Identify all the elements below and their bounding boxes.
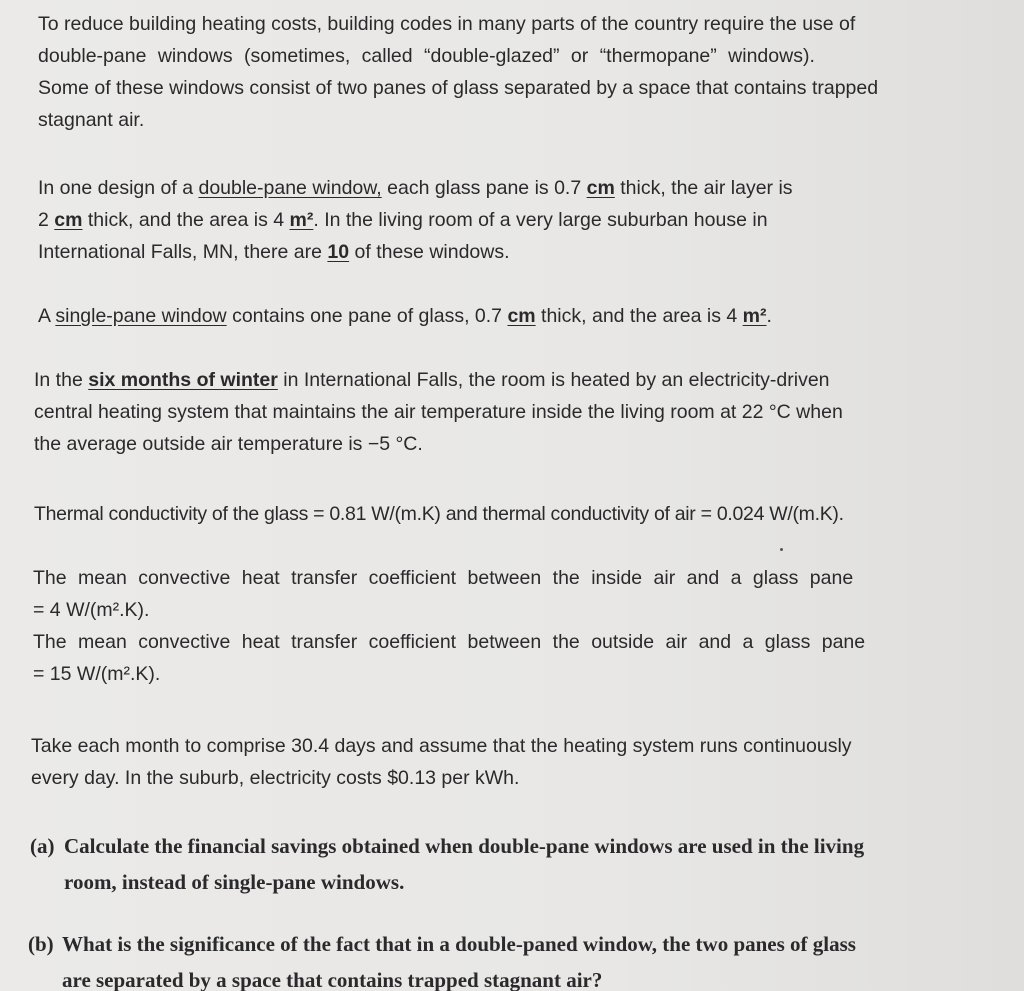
question-a bbox=[30, 828, 964, 900]
question-a-line-2: room, instead of single-pane windows. bbox=[64, 870, 405, 894]
assumptions-line-1: Take each month to comprise 30.4 days and assume that the heating system runs continuously bbox=[31, 735, 852, 757]
intro-paragraph bbox=[38, 8, 948, 136]
convection-paragraph bbox=[33, 562, 951, 690]
convection-inside-line-1: The mean convective heat transfer coefficient between the inside air and a glass pane bbox=[33, 567, 854, 589]
single-pane-window-term: single-pane window bbox=[55, 305, 227, 327]
conductivity-paragraph bbox=[34, 498, 948, 530]
window-count: 10 bbox=[327, 241, 350, 263]
design-text-7: International Falls, MN, there are bbox=[38, 241, 322, 263]
unit-m2: m² bbox=[742, 305, 767, 327]
design-text-8: of these windows. bbox=[354, 241, 510, 263]
single-pane-paragraph bbox=[38, 300, 948, 332]
design-text-5: thick, and the area is 4 bbox=[87, 209, 285, 231]
conductivity-text: Thermal conductivity of the glass = 0.81 W/(m.K) and thermal conductivity of air = 0.024 W/(m.K). bbox=[34, 503, 844, 525]
winter-line-2: central heating system that maintains the air temperature inside the living room at 22 °C when bbox=[34, 401, 843, 423]
winter-line-3: the average outside air temperature is −5 °C. bbox=[34, 433, 423, 455]
design-text-6: . In the living room of a very large suburban house in bbox=[313, 209, 768, 231]
question-b bbox=[28, 926, 964, 991]
design-text-4: 2 bbox=[38, 209, 49, 231]
convection-inside-line-2: = 4 W/(m².K). bbox=[33, 599, 150, 621]
assumptions-line-2: every day. In the suburb, electricity costs $0.13 per kWh. bbox=[31, 767, 520, 789]
intro-line-2: double-pane windows (sometimes, called “double-glazed” or “thermopane” windows). bbox=[38, 45, 815, 67]
winter-text-2: in International Falls, the room is heated by an electricity-driven bbox=[283, 369, 830, 391]
six-months-of-winter-term: six months of winter bbox=[88, 369, 278, 391]
single-text-2: contains one pane of glass, 0.7 bbox=[232, 305, 503, 327]
winter-text-1: In the bbox=[34, 369, 83, 391]
convection-outside-line-2: = 15 W/(m².K). bbox=[33, 663, 161, 685]
design-text-3: thick, the air layer is bbox=[620, 177, 793, 199]
unit-cm: cm bbox=[507, 305, 536, 327]
single-text-4: . bbox=[766, 305, 772, 327]
intro-line-1: To reduce building heating costs, building codes in many parts of the country require the use of bbox=[38, 13, 856, 35]
question-b-line-1: What is the significance of the fact that in a double-paned window, the two panes of glass bbox=[62, 932, 856, 956]
smudge-mark bbox=[780, 548, 783, 551]
convection-outside-line-1: The mean convective heat transfer coefficient between the outside air and a glass pane bbox=[33, 631, 866, 653]
question-a-label: (a) bbox=[30, 834, 55, 858]
intro-line-4: stagnant air. bbox=[38, 109, 145, 131]
design-text-1: In one design of a bbox=[38, 177, 194, 199]
question-b-line-2: are separated by a space that contains trapped stagnant air? bbox=[62, 968, 603, 991]
design-text-2: each glass pane is 0.7 bbox=[387, 177, 582, 199]
unit-cm: cm bbox=[54, 209, 83, 231]
unit-cm: cm bbox=[586, 177, 615, 199]
unit-m2: m² bbox=[289, 209, 314, 231]
single-text-1: A bbox=[38, 305, 50, 327]
intro-line-3: Some of these windows consist of two panes of glass separated by a space that contains trapped bbox=[38, 77, 879, 99]
assumptions-paragraph bbox=[31, 730, 955, 794]
question-a-line-1: Calculate the financial savings obtained when double-pane windows are used in the living bbox=[64, 834, 865, 858]
winter-paragraph bbox=[34, 364, 948, 460]
design-paragraph bbox=[38, 172, 948, 268]
single-text-3: thick, and the area is 4 bbox=[541, 305, 738, 327]
double-pane-window-term: double-pane window, bbox=[198, 177, 382, 199]
question-b-label: (b) bbox=[28, 932, 54, 956]
